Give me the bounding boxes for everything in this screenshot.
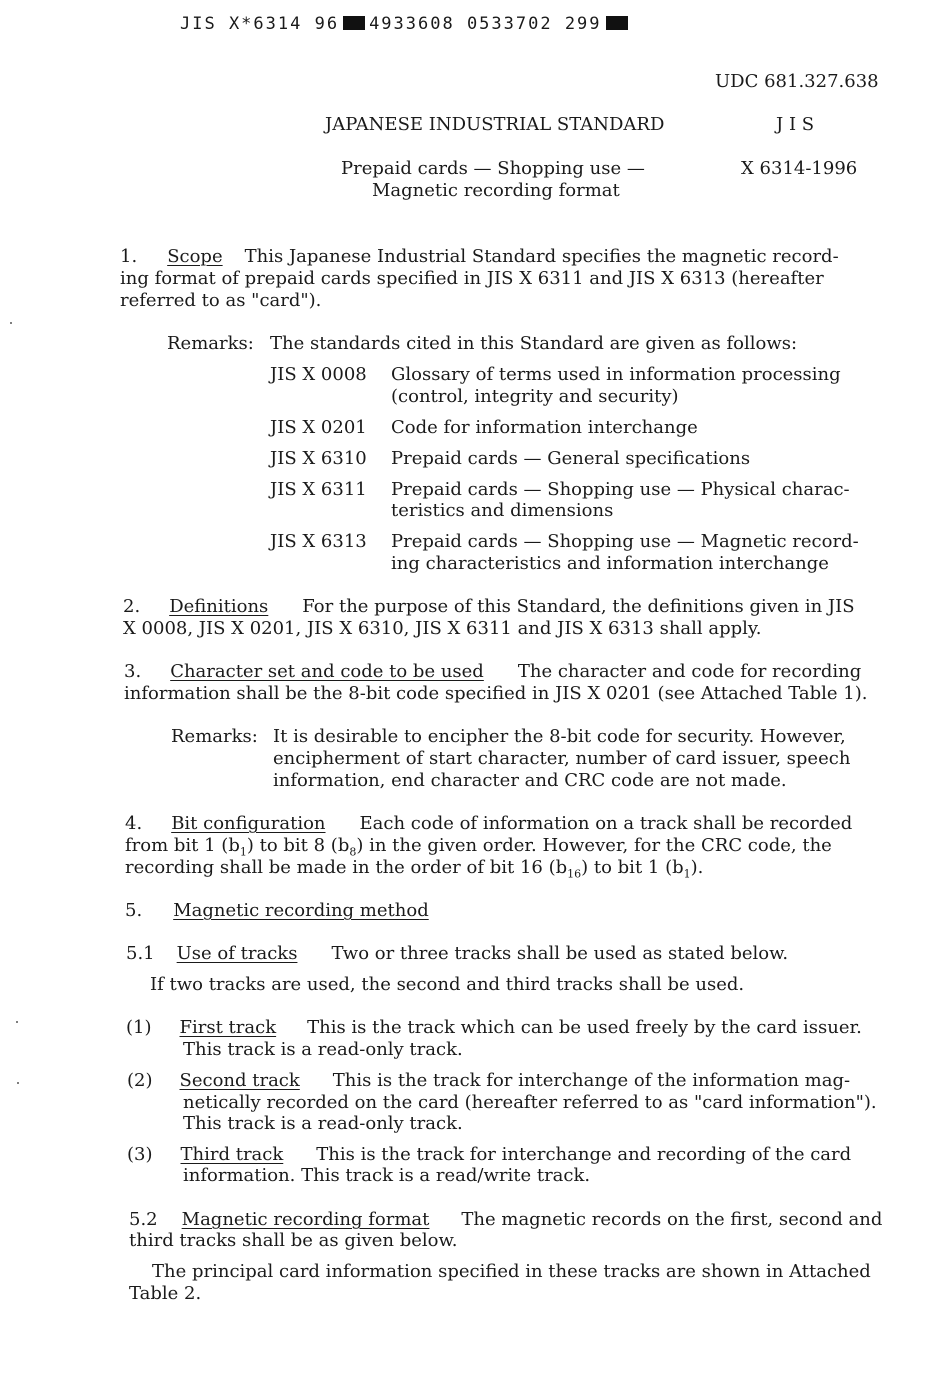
section-text: The magnetic records on the first, second and <box>461 1209 883 1230</box>
section-text: The character and code for recording <box>517 661 862 682</box>
section-number: 5.1 <box>126 943 155 964</box>
section-number: 1. <box>120 246 138 267</box>
section-number: 4. <box>125 813 143 834</box>
item-3-line-1 <box>127 1144 851 1166</box>
section-heading: Character set and code to be used <box>170 661 484 682</box>
section-1-line-3: referred to as "card"). <box>120 290 322 311</box>
ref-title-line-2: (control, integrity and security) <box>391 386 679 407</box>
section-number: 5.2 <box>129 1209 158 1230</box>
ref-title-line-1: Prepaid cards — Shopping use — Magnetic record- <box>391 531 859 552</box>
ref-code: JIS X 6313 <box>270 531 367 552</box>
section-5-2-para-line-2: Table 2. <box>129 1283 202 1304</box>
section-3-line-1 <box>124 661 861 683</box>
remarks-intro: The standards cited in this Standard are given as follows: <box>270 333 798 354</box>
item-1-line-1 <box>126 1017 862 1039</box>
section-number: 5. <box>125 900 143 921</box>
section-heading: Magnetic recording method <box>173 900 429 921</box>
ref-title-line-1: Prepaid cards — General specifications <box>391 448 751 469</box>
subscript: 1 <box>239 845 247 859</box>
section-1-line-2: ing format of prepaid cards specified in JIS X 6311 and JIS X 6313 (hereafter <box>120 268 824 289</box>
scan-speck <box>16 1021 18 1023</box>
ref-code: JIS X 6311 <box>270 479 367 500</box>
section-3-line-2: information shall be the 8-bit code specified in JIS X 0201 (see Attached Table 1). <box>124 683 868 704</box>
section-heading: Bit configuration <box>171 813 326 834</box>
black-block-icon <box>606 16 628 30</box>
item-text: This is the track which can be used freely by the card issuer. <box>307 1017 862 1038</box>
subscript: 1 <box>683 867 691 881</box>
header-code-part2: 4933608 0533702 299 <box>369 14 602 34</box>
section-text: For the purpose of this Standard, the definitions given in JIS <box>302 596 855 617</box>
section-1-line-1 <box>120 246 839 268</box>
item-text: This is the track for interchange and recording of the card <box>316 1144 852 1165</box>
section-5-1-line-2: If two tracks are used, the second and third tracks shall be used. <box>150 974 745 995</box>
header-code-line <box>180 14 632 36</box>
section-2-line-2: X 0008, JIS X 0201, JIS X 6310, JIS X 6311 and JIS X 6313 shall apply. <box>123 618 762 639</box>
section-4-line-3 <box>125 857 703 879</box>
ref-title-line-1: Glossary of terms used in information processing <box>391 364 841 385</box>
standard-label: JAPANESE INDUSTRIAL STANDARD <box>325 114 665 135</box>
remarks-line-2: encipherment of start character, number of card issuer, speech <box>273 748 851 769</box>
section-heading: Scope <box>167 246 223 267</box>
section-heading: Magnetic recording format <box>181 1209 430 1230</box>
section-number: 2. <box>123 596 141 617</box>
item-2-line-2: netically recorded on the card (hereafter referred to as "card information"). <box>183 1092 877 1113</box>
title-line-2: Magnetic recording format <box>372 180 620 201</box>
title-line-1: Prepaid cards — Shopping use — <box>341 158 645 179</box>
jis-mark: J I S <box>776 114 815 135</box>
ref-code: JIS X 0008 <box>270 364 367 385</box>
section-heading: Use of tracks <box>176 943 298 964</box>
subscript: 16 <box>567 867 582 881</box>
item-number: (2) <box>127 1070 153 1091</box>
section-4-line-2 <box>125 835 832 857</box>
text-run: recording shall be made in the order of bit 16 (b <box>125 857 568 878</box>
udc-number: UDC 681.327.638 <box>715 71 879 92</box>
ref-code: JIS X 6310 <box>270 448 367 469</box>
item-heading: Third track <box>180 1144 284 1165</box>
section-4-line-1 <box>125 813 852 835</box>
item-heading: Second track <box>179 1070 300 1091</box>
section-text: This Japanese Industrial Standard specifies the magnetic record- <box>244 246 839 267</box>
remarks-label: Remarks: <box>171 726 258 747</box>
section-2-line-1 <box>123 596 855 618</box>
section-number: 3. <box>124 661 142 682</box>
remarks-line-1: It is desirable to encipher the 8-bit code for security. However, <box>273 726 846 747</box>
remarks-line-3: information, end character and CRC code are not made. <box>273 770 787 791</box>
section-5-1-line-1 <box>126 943 788 965</box>
item-2-line-1 <box>127 1070 850 1092</box>
ref-title-line-2: ing characteristics and information interchange <box>391 553 829 574</box>
ref-title-line-2: teristics and dimensions <box>391 500 614 521</box>
subscript: 8 <box>349 845 357 859</box>
black-block-icon <box>343 16 365 30</box>
ref-title-line-1: Code for information interchange <box>391 417 698 438</box>
item-heading: First track <box>179 1017 277 1038</box>
section-5-2-para-line-1: The principal card information specified in these tracks are shown in Attached <box>152 1261 871 1282</box>
section-5-heading-line <box>125 900 429 922</box>
text-run: ). <box>690 857 704 878</box>
header-code-part1: JIS X*6314 96 <box>180 14 340 34</box>
section-5-2-line-2: third tracks shall be as given below. <box>129 1230 458 1251</box>
item-text: This is the track for interchange of the information mag- <box>332 1070 851 1091</box>
item-2-line-3: This track is a read-only track. <box>183 1113 463 1134</box>
ref-title-line-1: Prepaid cards — Shopping use — Physical charac- <box>391 479 850 500</box>
item-1-line-2: This track is a read-only track. <box>183 1039 463 1060</box>
section-heading: Definitions <box>169 596 269 617</box>
item-3-line-2: information. This track is a read/write track. <box>183 1165 591 1186</box>
text-run: ) in the given order. However, for the CRC code, the <box>356 835 832 856</box>
standard-number: X 6314-1996 <box>741 158 858 179</box>
section-text: Each code of information on a track shall be recorded <box>359 813 853 834</box>
scan-speck <box>10 322 12 324</box>
text-run: from bit 1 (b <box>125 835 240 856</box>
item-number: (1) <box>126 1017 152 1038</box>
item-number: (3) <box>127 1144 153 1165</box>
scan-speck <box>17 1082 19 1084</box>
section-5-2-line-1 <box>129 1209 882 1231</box>
text-run: ) to bit 1 (b <box>581 857 684 878</box>
remarks-label: Remarks: <box>167 333 254 354</box>
text-run: ) to bit 8 (b <box>246 835 350 856</box>
ref-code: JIS X 0201 <box>270 417 367 438</box>
section-text: Two or three tracks shall be used as stated below. <box>331 943 789 964</box>
